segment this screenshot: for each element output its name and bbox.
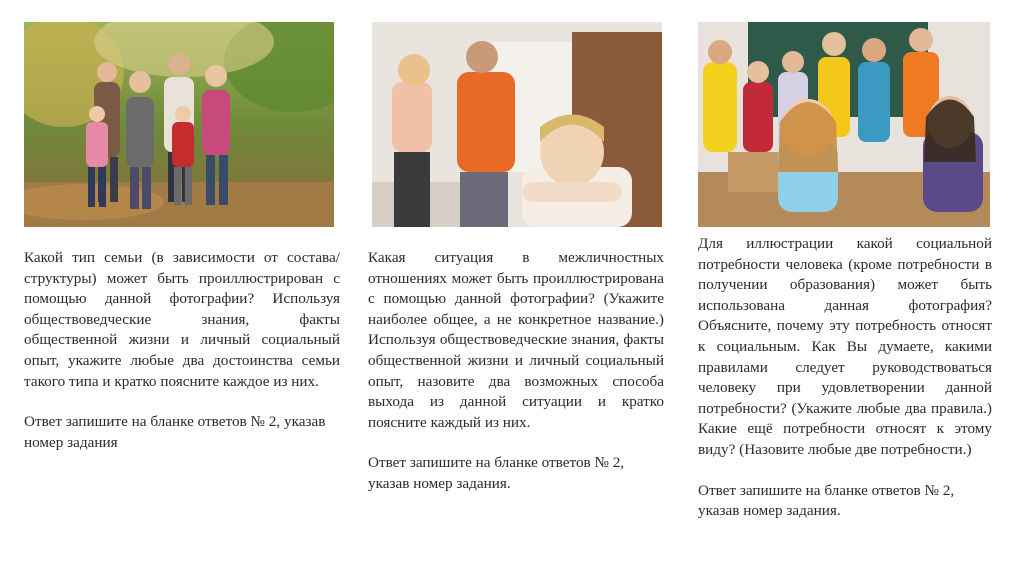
task-column-2	[368, 248, 664, 495]
question-text: Для иллюстрации какой социальной потребности человека (кроме потребности в получении образования) может быть использована данная фотография? Объясните, почему эту потребность относят к социальным. Как Вы думаете, какими правилами следует руководствоваться человеку при удовлетворении данной потребности? (Укажите любые два правила.) Какие ещё потребности относят к этому виду? (Назовите любые две потребности.)	[698, 235, 992, 458]
answer-instruction: Ответ запишите на бланке ответов № 2, указав номер задания.	[698, 481, 955, 520]
students-classroom-photo	[698, 22, 990, 227]
family-conflict-photo	[372, 22, 662, 227]
question-text: Какая ситуация в межличностных отношениях может быть проиллюстрирована с помощью данной фотографии? (Укажите наиболее общее, а не конкретное название.) Используя обществоведческие знания, факты общественной жизни и личный социальный опыт, назовите два возможных способа выхода из данной ситуации и кратко поясните каждый из них.	[368, 249, 664, 431]
family-walking-photo	[24, 22, 334, 227]
answer-instruction: Ответ запишите на бланке ответов № 2, указав номер задания	[24, 413, 326, 451]
task-column-3	[698, 234, 992, 522]
answer-instruction: Ответ запишите на бланке ответов № 2, указав номер задания.	[368, 454, 625, 492]
task-column-1	[24, 248, 340, 453]
question-text: Какой тип семьи (в зависимости от состава/структуры) может быть проиллюстрирован с помощью данной фотографии? Используя обществоведческие знания, факты общественной жизни и личный социальный опыт, укажите любые два достоинства семьи такого типа и кратко поясните каждое из них.	[24, 249, 340, 390]
